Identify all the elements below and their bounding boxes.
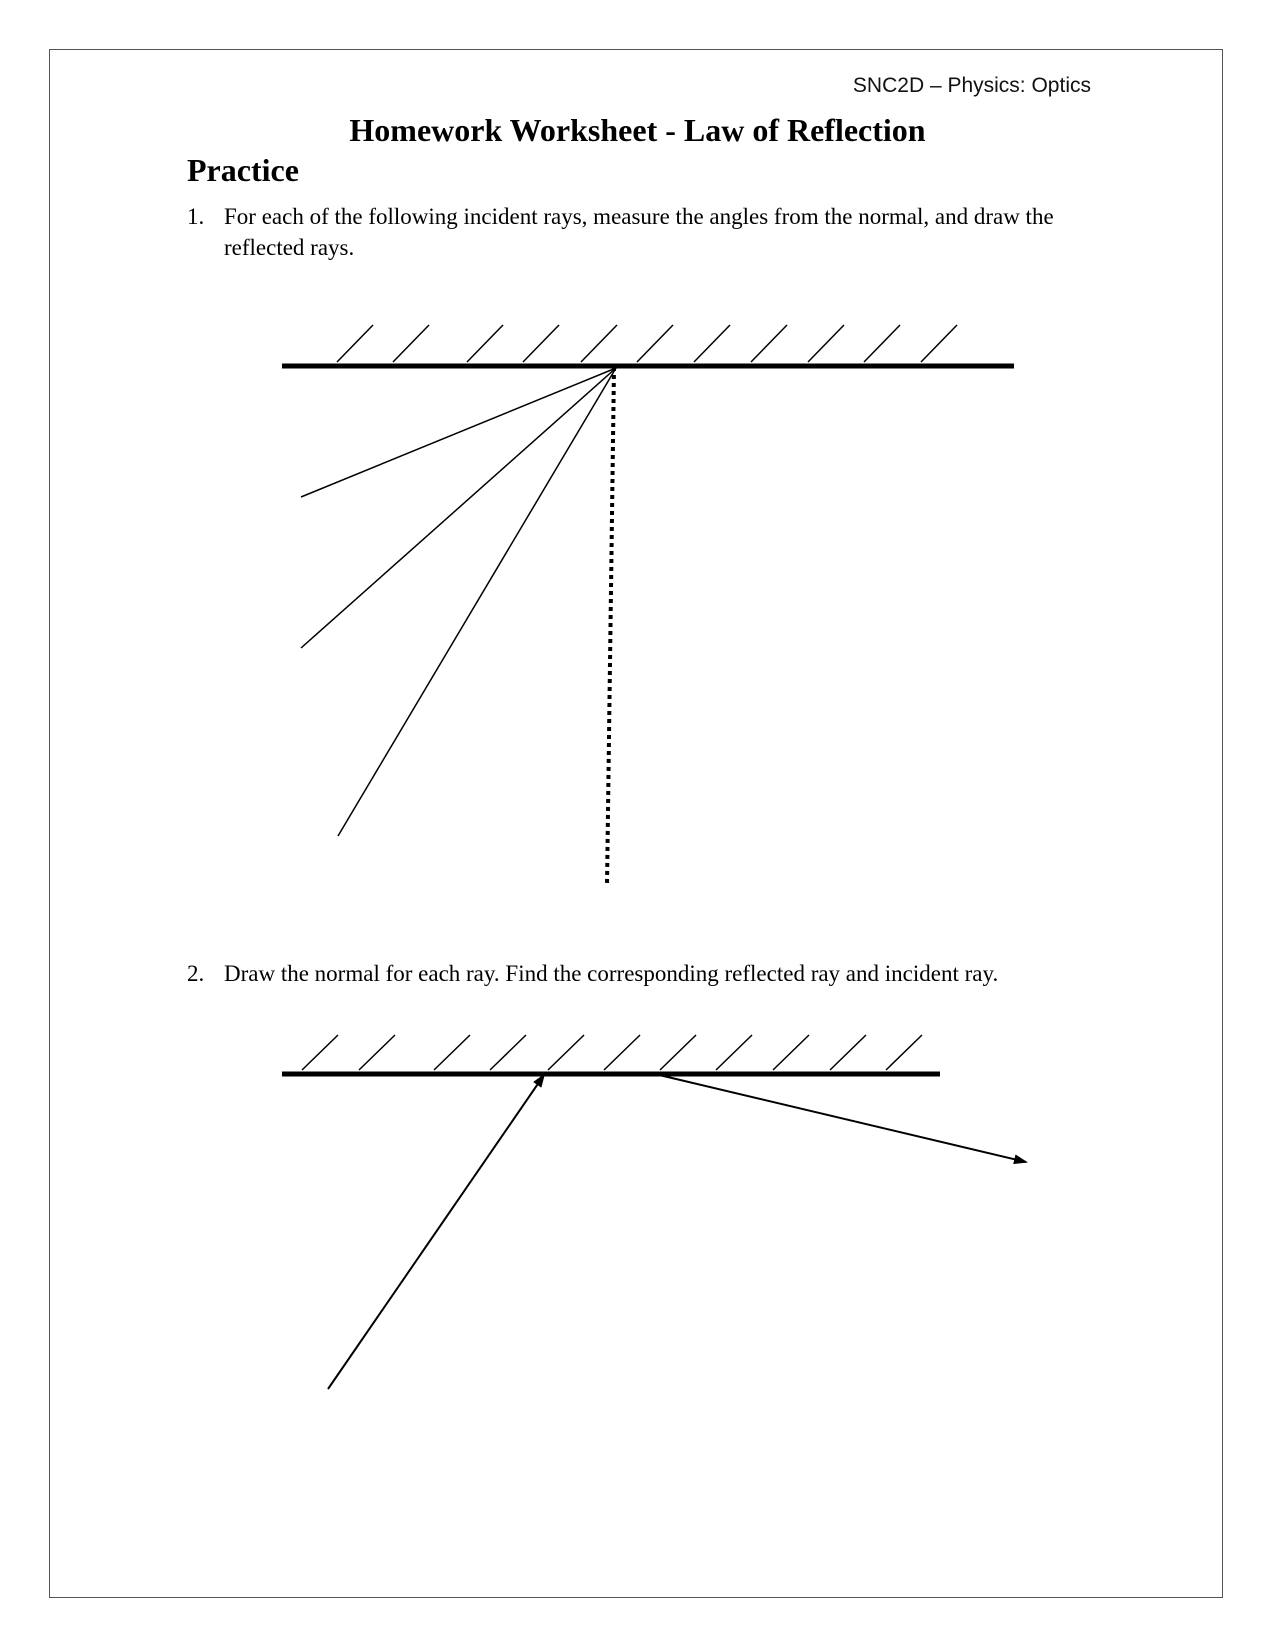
diagram-2 (282, 1035, 1026, 1389)
question-2-number: 2. (187, 961, 205, 986)
diagram-1 (282, 325, 1014, 885)
mirror-2-hatching (302, 1035, 922, 1070)
incident-rays-1 (301, 368, 616, 836)
question-1-number: 1. (187, 204, 205, 229)
reflected-arrow-ray (655, 1074, 1026, 1162)
incident-ray-a (301, 368, 616, 497)
incident-arrow-ray (328, 1075, 544, 1389)
question-1-text: For each of the following incident rays, measure the angles from the normal, and draw the reflected rays. (224, 204, 1054, 260)
course-label: SNC2D – Physics: Optics (852, 74, 1091, 97)
normal-line-dotted (607, 367, 614, 885)
question-2-text: Draw the normal for each ray. Find the corresponding reflected ray and incident ray. (224, 961, 999, 986)
worksheet-title: Homework Worksheet - Law of Reflection (349, 112, 926, 148)
section-heading: Practice (187, 152, 299, 188)
mirror-1-hatching (337, 325, 957, 362)
incident-ray-b (301, 368, 616, 648)
incident-ray-c (338, 368, 616, 836)
